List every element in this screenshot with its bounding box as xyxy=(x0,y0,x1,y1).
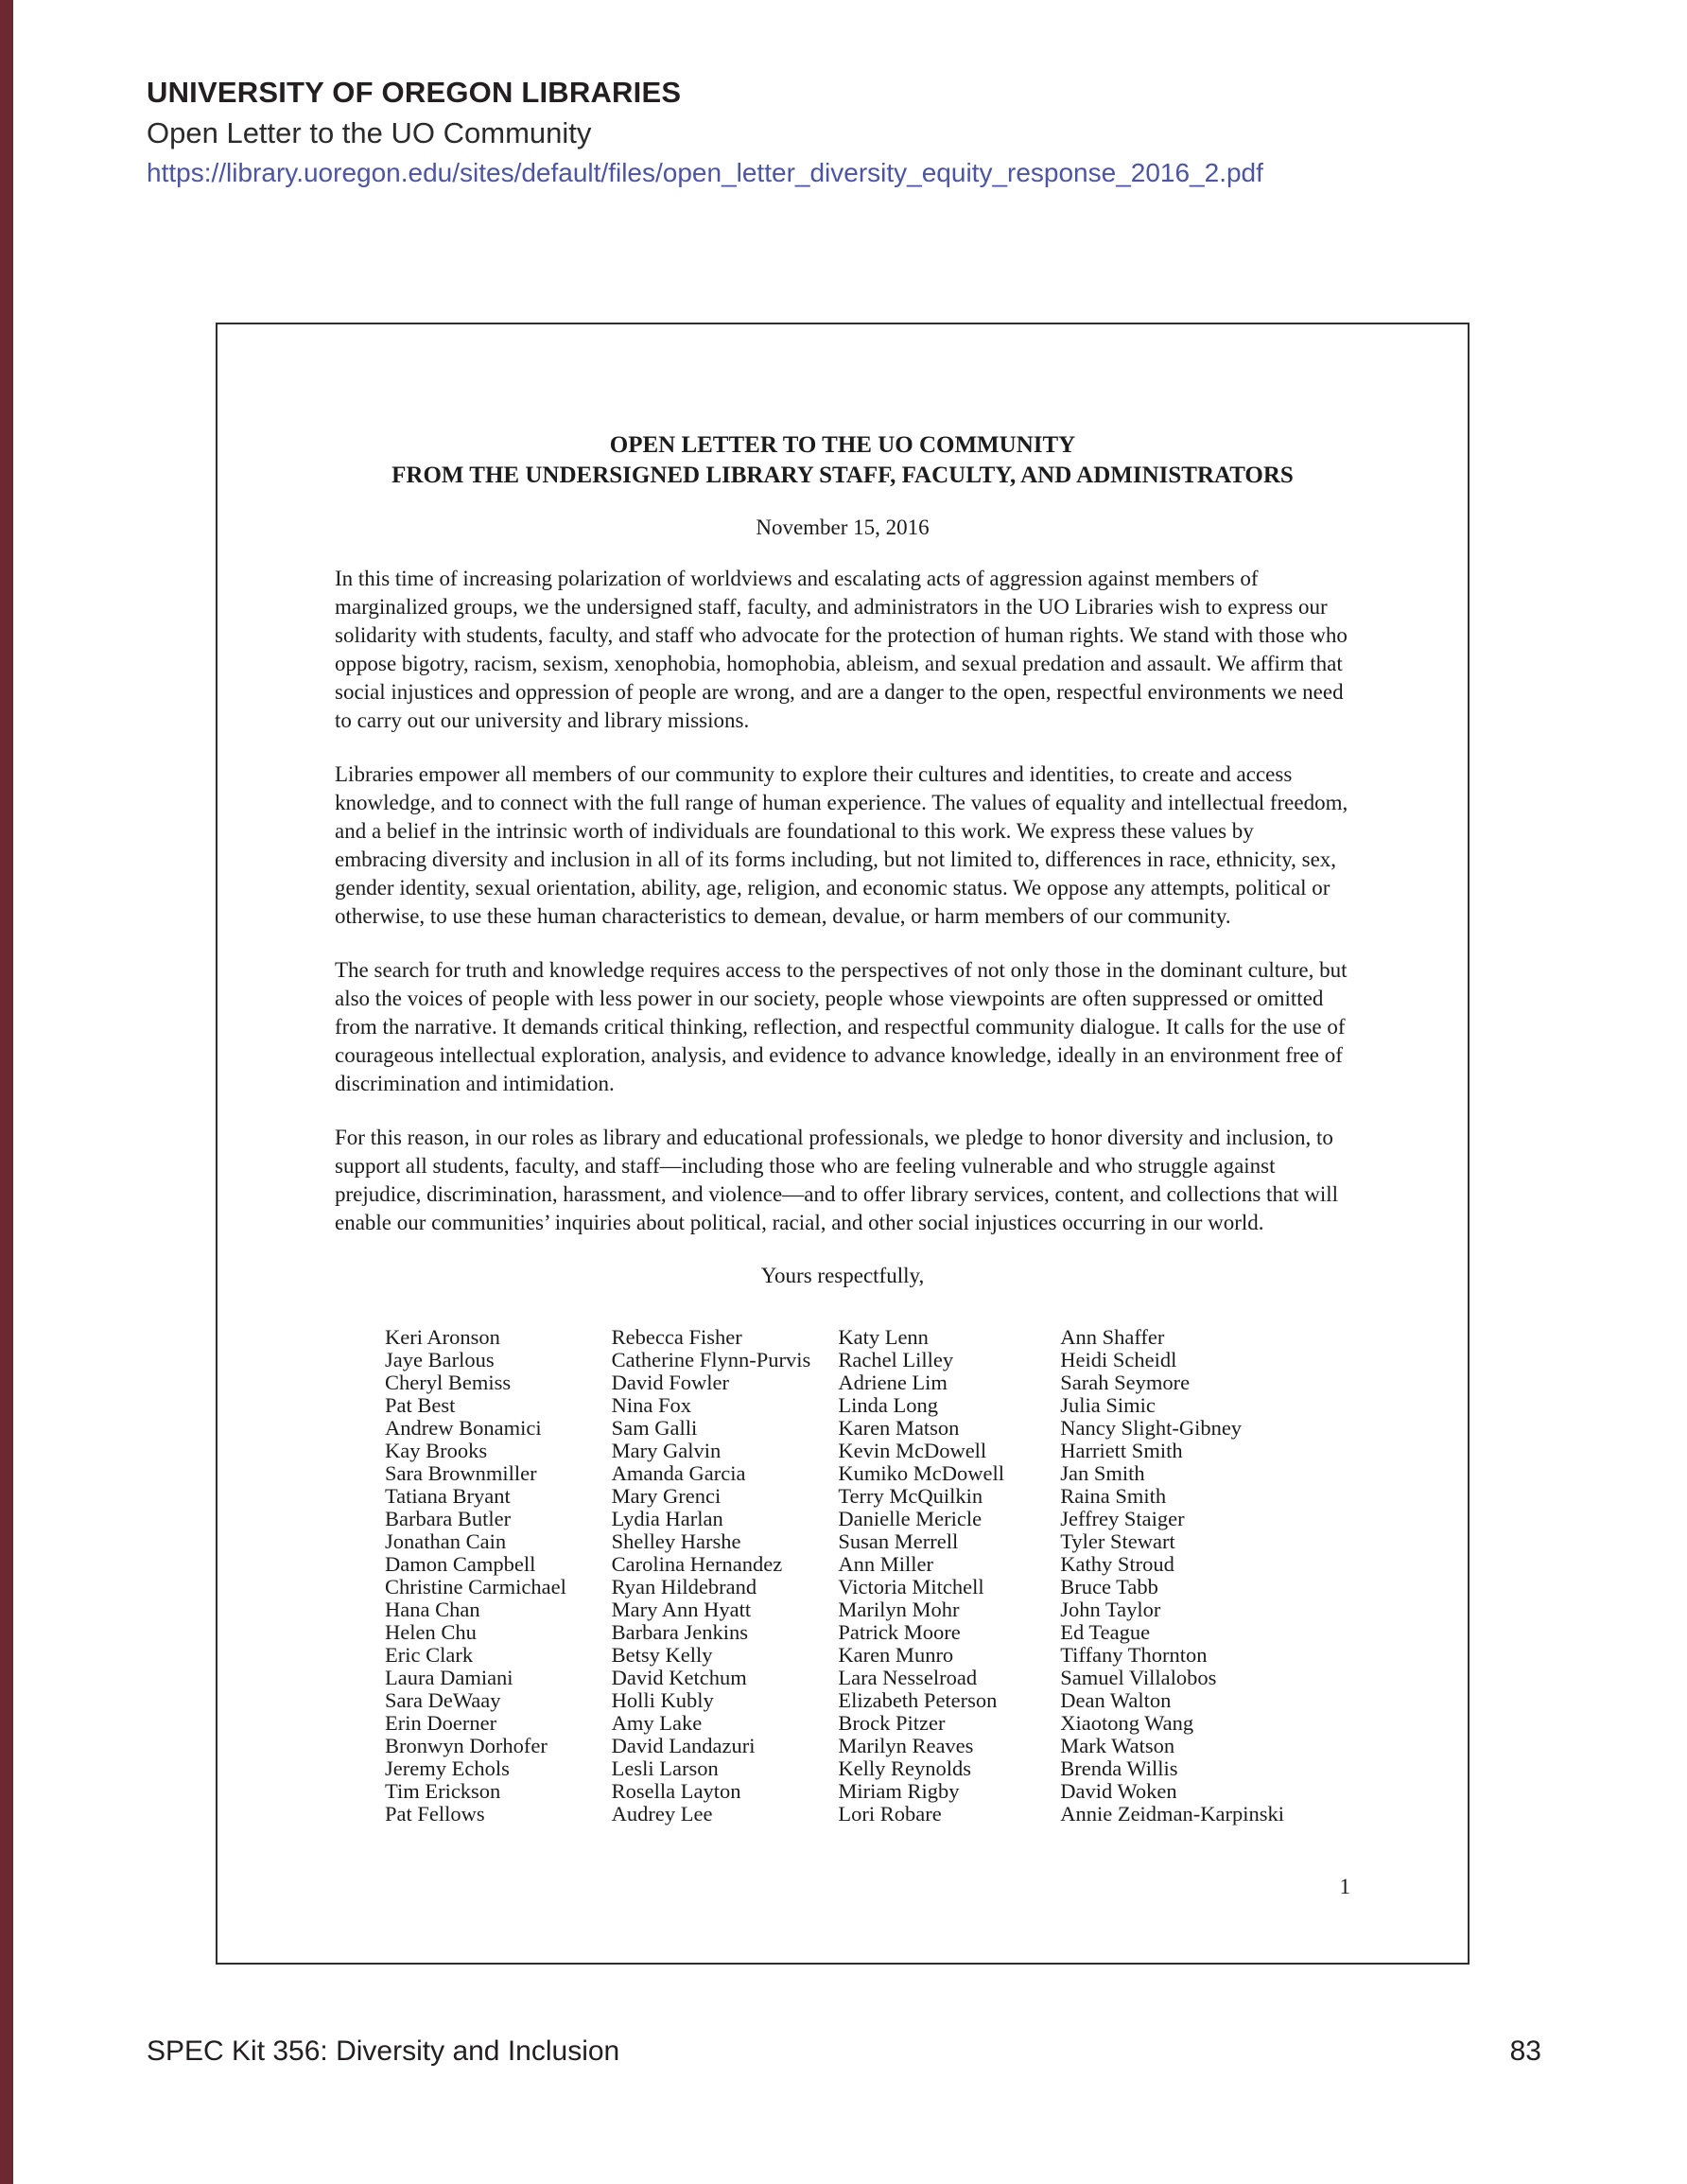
signatory-name: Marilyn Reaves xyxy=(838,1734,974,1757)
letter-closing: Yours respectfully, xyxy=(760,1264,925,1287)
signatory-name: Nancy Slight-Gibney xyxy=(1060,1416,1243,1440)
signatory-name: Rosella Layton xyxy=(611,1779,741,1803)
letter-paragraph: The search for truth and knowledge requires access to the perspectives of not only those in the dominant culture, but also the voices of people with less power in our society, people whose viewpoints are often suppressed or omitted from the narrative. It demands critical thinking, reflection, and respectful community dialogue. It calls for the use of courageous intellectual exploration, analysis, and evidence to advance knowledge, ideally in an environment free of discrimination and intimidation. xyxy=(335,958,1348,1095)
signatory-name: Jan Smith xyxy=(1060,1461,1145,1485)
letter-paragraph: For this reason, in our roles as library and educational professionals, we pledge to honor diversity and inclusion, to support all students, faculty, and staff—including those who are feeling vulnerable and who struggle against prejudice, discrimination, harassment, and violence—and to offer library services, content, and collections that will enable our communities’ inquiries about political, racial, and other social injustices occurring in our world. xyxy=(335,1126,1339,1234)
page-header xyxy=(147,76,1565,188)
letter-document-frame xyxy=(216,323,1470,1965)
signatory-name: Andrew Bonamici xyxy=(385,1416,542,1440)
signatory-name: Bronwyn Dorhofer xyxy=(385,1734,548,1757)
signatory-name: Erin Doerner xyxy=(385,1711,497,1735)
signatory-name: Bruce Tabb xyxy=(1060,1575,1158,1599)
signatory-name: Cheryl Bemiss xyxy=(385,1371,512,1394)
footer-page-number: 83 xyxy=(1509,2035,1541,2067)
document-title: Open Letter to the UO Community xyxy=(147,116,592,149)
signatory-name: Barbara Butler xyxy=(385,1507,512,1530)
page-edge-accent-bar xyxy=(0,0,13,2184)
letter-page-number: 1 xyxy=(1339,1875,1350,1898)
signatory-name: Brock Pitzer xyxy=(838,1711,946,1735)
signatory-name: Eric Clark xyxy=(385,1643,474,1667)
signatory-name: Tatiana Bryant xyxy=(385,1484,511,1508)
signatory-name: Audrey Lee xyxy=(611,1802,713,1826)
signatory-name: David Woken xyxy=(1060,1779,1177,1803)
signatory-name: Patrick Moore xyxy=(838,1620,961,1644)
signatory-name: Kathy Stroud xyxy=(1060,1552,1174,1576)
signatory-name: Holli Kubly xyxy=(611,1688,714,1712)
signatory-name: Ryan Hildebrand xyxy=(611,1575,757,1599)
signatory-name: Mark Watson xyxy=(1060,1734,1175,1757)
signatory-name: Miriam Rigby xyxy=(838,1779,960,1803)
signatory-name: Kelly Reynolds xyxy=(838,1756,971,1780)
signatory-name: Karen Munro xyxy=(838,1643,954,1667)
signatory-name: Ed Teague xyxy=(1060,1620,1151,1644)
signatory-name: Mary Galvin xyxy=(611,1439,722,1462)
signatory-name: Kevin McDowell xyxy=(838,1439,987,1462)
letter-date: November 15, 2016 xyxy=(756,515,930,539)
letter-title-line1: OPEN LETTER TO THE UO COMMUNITY xyxy=(609,432,1076,458)
signatory-name: Helen Chu xyxy=(385,1620,477,1644)
signatory-name: Mary Ann Hyatt xyxy=(611,1598,752,1621)
signatory-name: David Ketchum xyxy=(611,1666,747,1689)
footer-publication-title: SPEC Kit 356: Diversity and Inclusion xyxy=(147,2035,620,2067)
letter-title xyxy=(335,430,1350,491)
signatory-name: Sara DeWaay xyxy=(385,1688,501,1712)
signatory-name: Annie Zeidman-Karpinski xyxy=(1060,1802,1285,1826)
page-footer xyxy=(147,2035,1541,2068)
signatory-name: Lara Nesselroad xyxy=(838,1666,978,1689)
library-name: UNIVERSITY OF OREGON LIBRARIES xyxy=(147,76,682,109)
signatory-name: Samuel Villalobos xyxy=(1060,1666,1217,1689)
letter-document xyxy=(217,324,1468,1899)
signatory-name: Jeffrey Staiger xyxy=(1060,1507,1185,1530)
signatory-name: Sam Galli xyxy=(611,1416,698,1440)
letter-body xyxy=(335,565,1350,1237)
signatory-name: Dean Walton xyxy=(1060,1688,1172,1712)
signatory-name: Laura Damiani xyxy=(385,1666,513,1689)
signatory-name: Barbara Jenkins xyxy=(611,1620,748,1644)
signatory-name: David Landazuri xyxy=(611,1734,756,1757)
signature-column-4 xyxy=(1060,1326,1350,1826)
signatory-name: John Taylor xyxy=(1060,1598,1161,1621)
signatory-name: Keri Aronson xyxy=(385,1325,500,1349)
signatory-name: Harriett Smith xyxy=(1060,1439,1183,1462)
signatory-name: Amy Lake xyxy=(611,1711,703,1735)
signatory-name: Susan Merrell xyxy=(838,1529,959,1553)
signature-column-2 xyxy=(612,1326,839,1826)
signatory-name: Lori Robare xyxy=(838,1802,942,1826)
signatory-name: Sarah Seymore xyxy=(1060,1371,1191,1394)
signatory-name: Catherine Flynn-Purvis xyxy=(611,1348,811,1372)
signatory-name: Elizabeth Peterson xyxy=(838,1688,998,1712)
signatory-name: Ann Shaffer xyxy=(1060,1325,1165,1349)
signatory-name: Sara Brownmiller xyxy=(385,1461,537,1485)
signatory-name: Xiaotong Wang xyxy=(1060,1711,1194,1735)
signatory-name: Marilyn Mohr xyxy=(838,1598,960,1621)
signatory-name: Hana Chan xyxy=(385,1598,480,1621)
signatory-name: Jeremy Echols xyxy=(385,1756,510,1780)
signatory-name: Katy Lenn xyxy=(838,1325,929,1349)
signatory-name: Terry McQuilkin xyxy=(838,1484,983,1508)
signatory-name: Carolina Hernandez xyxy=(611,1552,783,1576)
signatory-name: Tim Erickson xyxy=(385,1779,501,1803)
signatory-name: Pat Best xyxy=(385,1393,456,1417)
signatory-name: Danielle Mericle xyxy=(838,1507,983,1530)
signatory-name: Linda Long xyxy=(838,1393,938,1417)
signatory-name: Lesli Larson xyxy=(611,1756,719,1780)
signatory-name: Heidi Scheidl xyxy=(1060,1348,1177,1372)
signatory-name: Mary Grenci xyxy=(611,1484,722,1508)
signatory-name: Karen Matson xyxy=(838,1416,960,1440)
signatory-name: Christine Carmichael xyxy=(385,1575,566,1599)
signatory-name: Kumiko McDowell xyxy=(838,1461,1004,1485)
signatory-name: Jaye Barlous xyxy=(385,1348,495,1372)
signature-column-1 xyxy=(385,1326,612,1826)
signatory-name: Tiffany Thornton xyxy=(1060,1643,1208,1667)
signatory-name: Tyler Stewart xyxy=(1060,1529,1175,1553)
letter-paragraph: Libraries empower all members of our community to explore their cultures and identities, to create and access knowledge, and to connect with the full range of human experience. The values of equality and intellectual freedom, and a belief in the intrinsic worth of individuals are foundational to this work. We express these values by embracing diversity and inclusion in all of its forms including, but not limited to, differences in race, ethnicity, sex, gender identity, sexual orientation, ability, age, religion, and economic status. We oppose any attempts, political or otherwise, to use these human characteristics to demean, devalue, or harm members of our community. xyxy=(335,762,1348,928)
signatory-name: Shelley Harshe xyxy=(611,1529,741,1553)
signatory-name: Julia Simic xyxy=(1060,1393,1156,1417)
letter-paragraph: In this time of increasing polarization of worldviews and escalating acts of aggression against members of marginalized groups, we the undersigned staff, faculty, and administrators in the UO Libraries wish to express our solidarity with students, faculty, and staff who advocate for the protection of human rights. We stand with those who oppose bigotry, racism, sexism, xenophobia, homophobia, ableism, and sexual predation and assault. We affirm that social injustices and oppression of people are wrong, and are a danger to the open, respectful environments we need to carry out our university and library missions. xyxy=(335,567,1348,732)
signatory-name: Nina Fox xyxy=(611,1393,692,1417)
letter-title-line2: FROM THE UNDERSIGNED LIBRARY STAFF, FACULTY, AND ADMINISTRATORS xyxy=(391,463,1294,488)
signatory-name: Victoria Mitchell xyxy=(838,1575,984,1599)
signatory-name: Adriene Lim xyxy=(838,1371,948,1394)
signatory-name: Pat Fellows xyxy=(385,1802,485,1826)
signatory-name: Amanda Garcia xyxy=(611,1461,746,1485)
signatory-name: David Fowler xyxy=(611,1371,730,1394)
signatory-name: Kay Brooks xyxy=(385,1439,488,1462)
signatory-name: Rachel Lilley xyxy=(838,1348,954,1372)
signatory-name: Betsy Kelly xyxy=(611,1643,713,1667)
signatory-name: Damon Campbell xyxy=(385,1552,536,1576)
signature-columns xyxy=(385,1326,1350,1826)
signature-column-3 xyxy=(838,1326,1060,1826)
signatory-name: Jonathan Cain xyxy=(385,1529,507,1553)
signatory-name: Ann Miller xyxy=(838,1552,933,1576)
signatory-name: Brenda Willis xyxy=(1060,1756,1178,1780)
signatory-name: Lydia Harlan xyxy=(611,1507,723,1530)
signatory-name: Rebecca Fisher xyxy=(611,1325,742,1349)
source-url-link[interactable]: https://library.uoregon.edu/sites/default/files/open_letter_diversity_equity_response_2016_2.pdf xyxy=(147,158,1263,187)
signatory-name: Raina Smith xyxy=(1060,1484,1167,1508)
